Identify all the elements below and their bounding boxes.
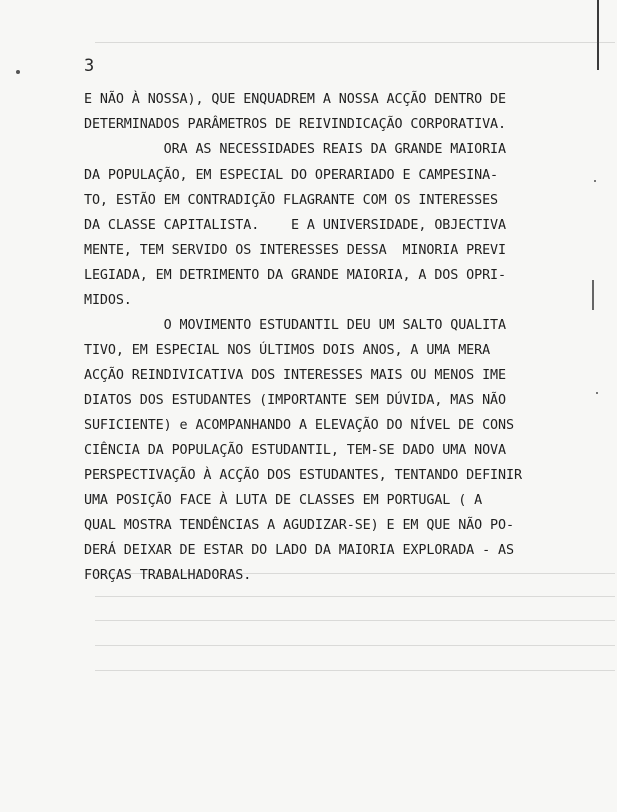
text-line: ORA AS NECESSIDADES REAIS DA GRANDE MAIORIA bbox=[84, 142, 506, 157]
bleed-through-line bbox=[95, 596, 615, 597]
bleed-through-line bbox=[95, 620, 615, 621]
page-number: 3 bbox=[84, 56, 95, 76]
paper-speck bbox=[594, 180, 596, 182]
text-line: QUAL MOSTRA TENDÊNCIAS A AGUDIZAR-SE) E EM QUE NÃO PO- bbox=[84, 518, 514, 533]
text-line: FORÇAS TRABALHADORAS. bbox=[84, 568, 252, 583]
text-line: DA POPULAÇÃO, EM ESPECIAL DO OPERARIADO E CAMPESINA- bbox=[84, 168, 499, 183]
bleed-through-line bbox=[95, 670, 615, 671]
edge-tick-mark bbox=[592, 280, 594, 310]
edge-rule-mark bbox=[597, 0, 599, 70]
text-line: DERÁ DEIXAR DE ESTAR DO LADO DA MAIORIA EXPLORADA - AS bbox=[84, 543, 514, 558]
text-line: O MOVIMENTO ESTUDANTIL DEU UM SALTO QUALITA bbox=[84, 318, 506, 333]
text-line: SUFICIENTE) e ACOMPANHANDO A ELEVAÇÃO DO NÍVEL DE CONS bbox=[84, 418, 514, 433]
text-line: DIATOS DOS ESTUDANTES (IMPORTANTE SEM DÚVIDA, MAS NÃO bbox=[84, 393, 506, 408]
text-line: TIVO, EM ESPECIAL NOS ÚLTIMOS DOIS ANOS, A UMA MERA bbox=[84, 343, 491, 358]
text-line: PERSPECTIVAÇÃO À ACÇÃO DOS ESTUDANTES, TENTANDO DEFINIR bbox=[84, 468, 522, 483]
text-line: MIDOS. bbox=[84, 293, 132, 308]
text-line: DA CLASSE CAPITALISTA. E A UNIVERSIDADE, OBJECTIVA bbox=[84, 218, 506, 233]
text-line: LEGIADA, EM DETRIMENTO DA GRANDE MAIORIA, A DOS OPRI- bbox=[84, 268, 506, 283]
bleed-through-line bbox=[95, 645, 615, 646]
text-line: CIÊNCIA DA POPULAÇÃO ESTUDANTIL, TEM-SE DADO UMA NOVA bbox=[84, 443, 506, 458]
text-line: E NÃO À NOSSA), QUE ENQUADREM A NOSSA ACÇÃO DENTRO DE bbox=[84, 92, 506, 107]
text-line: UMA POSIÇÃO FACE À LUTA DE CLASSES EM PORTUGAL ( A bbox=[84, 493, 483, 508]
text-line: ACÇÃO REINDIVICATIVA DOS INTERESSES MAIS OU MENOS IME bbox=[84, 368, 506, 383]
text-line: MENTE, TEM SERVIDO OS INTERESSES DESSA MINORIA PREVI bbox=[84, 243, 506, 258]
margin-speck bbox=[16, 70, 20, 74]
text-line: DETERMINADOS PARÂMETROS DE REIVINDICAÇÃO CORPORATIVA. bbox=[84, 117, 506, 132]
paper-speck bbox=[596, 392, 598, 394]
bleed-through-line bbox=[95, 42, 615, 43]
text-line: TO, ESTÃO EM CONTRADIÇÃO FLAGRANTE COM OS INTERESSES bbox=[84, 193, 499, 208]
